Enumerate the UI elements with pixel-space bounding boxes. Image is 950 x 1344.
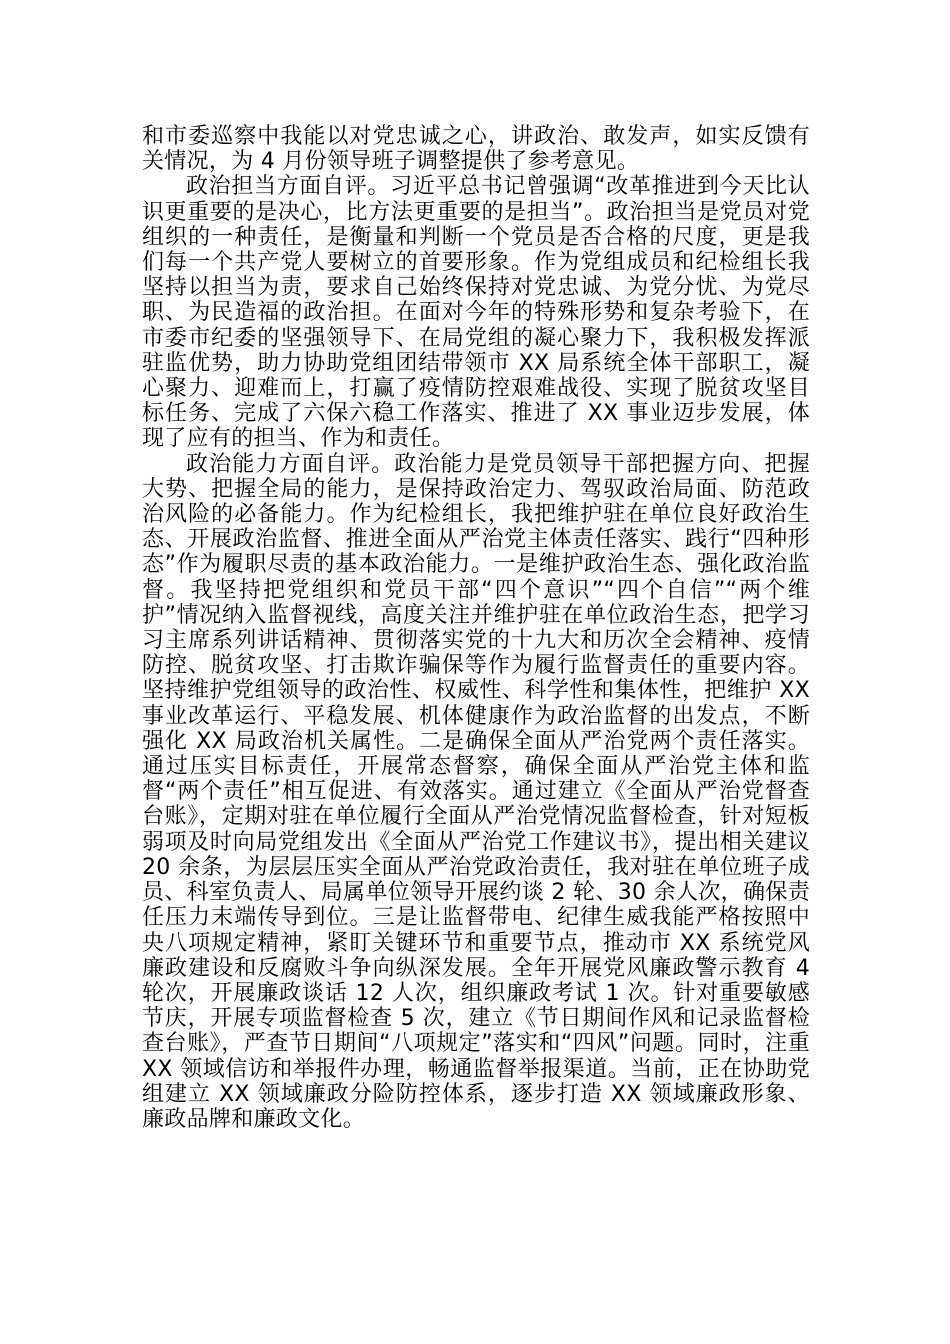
paragraph-political-responsibility: 政治担当方面自评。习近平总书记曾强调“改革推进到今天比认识更重要的是决心，比方法更重要的是担当”。政治担当是党员对党组织的一种责任，是衡量和判断一个党员是否合格的尺度，更是我们每一个共产党人要树立的首要形象。作为党组成员和纪检组长我坚持以担当为责，要求自己始终保持对党忠诚、为党分忧、为党尽职、为民造福的政治担。在面对今年的特殊形势和复杂考验下，在市委市纪委的坚强领导下、在局党组的凝心聚力下，我积极发挥派驻监优势，助力协助党组团结带领市 XX 局系统全体干部职工，凝心聚力、迎难而上，打赢了疫情防控艰难战役、实现了脱贫攻坚目标任务、完成了六保六稳工作落实、推进了 XX 事业迈步发展，体现了应有的担当、作为和责任。	[142, 174, 810, 452]
paragraph-political-ability: 政治能力方面自评。政治能力是党员领导干部把握方向、把握大势、把握全局的能力，是保持政治定力、驾驭政治局面、防范政治风险的必备能力。作为纪检组长，我把维护驻在单位良好政治生态、开展政治监督、推进全面从严治党主体责任落实、践行“四种形态”作为履职尽责的基本政治能力。一是维护政治生态、强化政治监督。我坚持把党组织和党员干部“四个意识”“四个自信”“两个维护”情况纳入监督视线，高度关注并维护驻在单位政治生态，把学习习主席系列讲话精神、贯彻落实党的十九大和历次全会精神、疫情防控、脱贫攻坚、打击欺诈骗保等作为履行监督责任的重要内容。坚持维护党组领导的政治性、权威性、科学性和集体性，把维护 XX 事业改革运行、平稳发展、机体健康作为政治监督的出发点，不断强化 XX 局政治机关属性。二是确保全面从严治党两个责任落实。通过压实目标责任，开展常态督察，确保全面从严治党主体和监督“两个责任”相互促进、有效落实。通过建立《全面从严治党督查台账》，定期对驻在单位履行全面从严治党情况监督检查，针对短板弱项及时向局党组发出《全面从严治党工作建议书》，提出相关建议 20 余条，为层层压实全面从严治党政治责任，我对驻在单位班子成员、科室负责人、局属单位领导开展约谈 2 轮、30 余人次，确保责任压力末端传导到位。三是让监督带电、纪律生威我能严格按照中央八项规定精神，紧盯关键环节和重要节点，推动市 XX 系统党风廉政建设和反腐败斗争向纵深发展。全年开展党风廉政警示教育 4 轮次，开展廉政谈话 12 人次，组织廉政考试 1 次。针对重要敏感节庆，开展专项监督检查 5 次，建立《节日期间作风和记录监督检查台账》，严查节日期间“八项规定”落实和“四风”问题。同时，注重 XX 领域信访和举报件办理，畅通监督举报渠道。当前，正在协助党组建立 XX 领域廉政分险防控体系，逐步打造 XX 领域廉政形象、廉政品牌和廉政文化。	[142, 451, 810, 1132]
document-body	[142, 124, 810, 1132]
paragraph-continuation: 和市委巡察中我能以对党忠诚之心，讲政治、敢发声，如实反馈有关情况，为 4 月份领导班子调整提供了参考意见。	[142, 124, 810, 175]
